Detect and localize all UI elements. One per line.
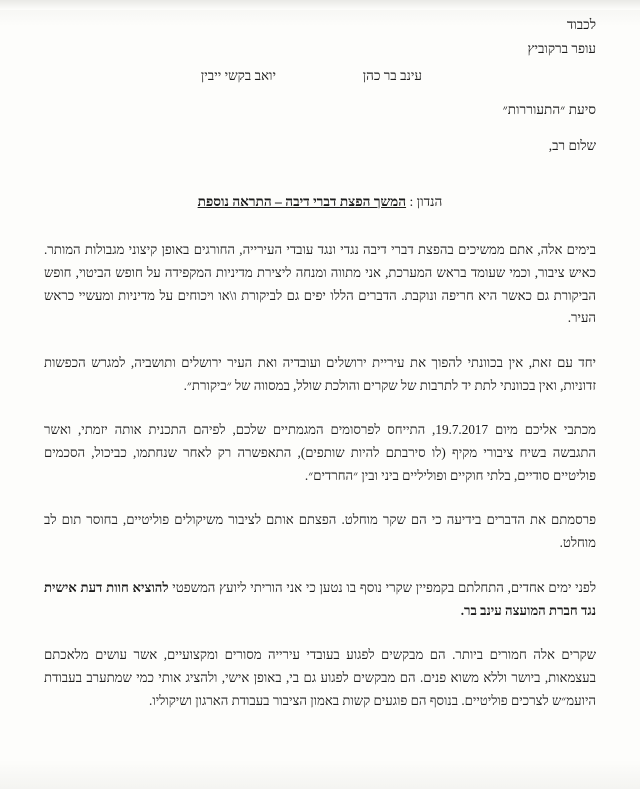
- address-block: [44, 14, 596, 59]
- to-label: לכבוד: [566, 17, 596, 32]
- subject-prefix: הנדון :: [409, 194, 443, 210]
- paragraph-3: מכתבי אליכם מיום 19.7.2017, התייחס לפרסומים המגמתיים שלכם, לפיהם התכנית אותה יזמתי, ואשר התגבשה בשיח ציבורי מקיף (לו סירבתם להיות שותפים), התאפשרה רק לאחר שנחתמו, כביכול, הסכמים פוליטיים סודיים, בלתי חוקיים ופוליליים ביני ובין ״החרדים״.: [44, 422, 596, 483]
- paragraph-5: [44, 577, 596, 622]
- page-top-edge: [0, 0, 640, 10]
- recipient-name: עופר ברקוביץ: [527, 40, 596, 56]
- paragraph-4: פרסמתם את הדברים בידיעה כי הם שקר מוחלט. הפצתם אותם לציבור משיקולים פוליטיים, בחוסר תום לב מוחלט.: [44, 512, 596, 551]
- additional-recipients-row: [44, 65, 596, 87]
- paragraph-6: שקרים אלה חמורים ביותר. הם מבקשים לפגוע בעובדי עירייה מסורים ומקצועיים, אשר עושים מלאכתם בעצמאות, ביושר וללא משוא פנים. הם מבקשים לפגוע גם בי, באופן אישי, ולהציג אותי כמי שמתערב בעבודת היועמ״ש לצרכים פוליטיים. בנוסף הם פוגעים קשות באמון הציבור בעבודת הארגון ושיקוליו.: [44, 647, 596, 708]
- paragraph-1: בימים אלה, אתם ממשיכים בהפצת דברי דיבה נגדי ונגד עובדי העירייה, החורגים באופן קיצוני מגבולות המותר. כאיש ציבור, וכמי שעומד בראש המערכת, אני מתווה ומנחה ליצירת מדיניות המקפידה על חופש הביטוי, חופש הביקורת גם כאשר היא חריפה ונוקבת. הדברים הללו יפים גם לביקורת ו\או ויכוחים על מדיניות ומעשיי כראש העיר.: [44, 242, 596, 326]
- recipient-name-2: עינב בר כהן: [362, 68, 422, 84]
- greeting-line: שלום רב,: [548, 138, 596, 154]
- paragraph-5-bold-2: חוות דעת אישית נגד חברת המועצה עינב בר.: [44, 579, 596, 618]
- subject-title: המשך הפצת דברי דיבה – התראה נוספת: [197, 194, 407, 210]
- subject-line: [44, 191, 596, 213]
- recipient-name-3: יואב בקשי ייבין: [200, 68, 276, 84]
- letter-body: [44, 14, 596, 712]
- paragraph-5-bold-1: להוציא: [132, 579, 169, 595]
- paragraph-5-text: לפני ימים אחדים, התחלתם בקמפיין שקרי נוסף בו נטען כי אני הוריתי ליועץ המשפטי: [168, 579, 596, 595]
- paragraph-2: יחד עם זאת, אין בכוונתי להפוך את עיריית ירושלים ועובדיה ואת העיר ירושלים ותושביה, למגרש הכפשות זדוניות, ואין בכוונתי לתת יד לתרבות של שקרים והולכת שולל, במסווה של ״ביקורת״.: [44, 354, 596, 393]
- faction-line: סיעת ״התעוררות״: [502, 102, 596, 118]
